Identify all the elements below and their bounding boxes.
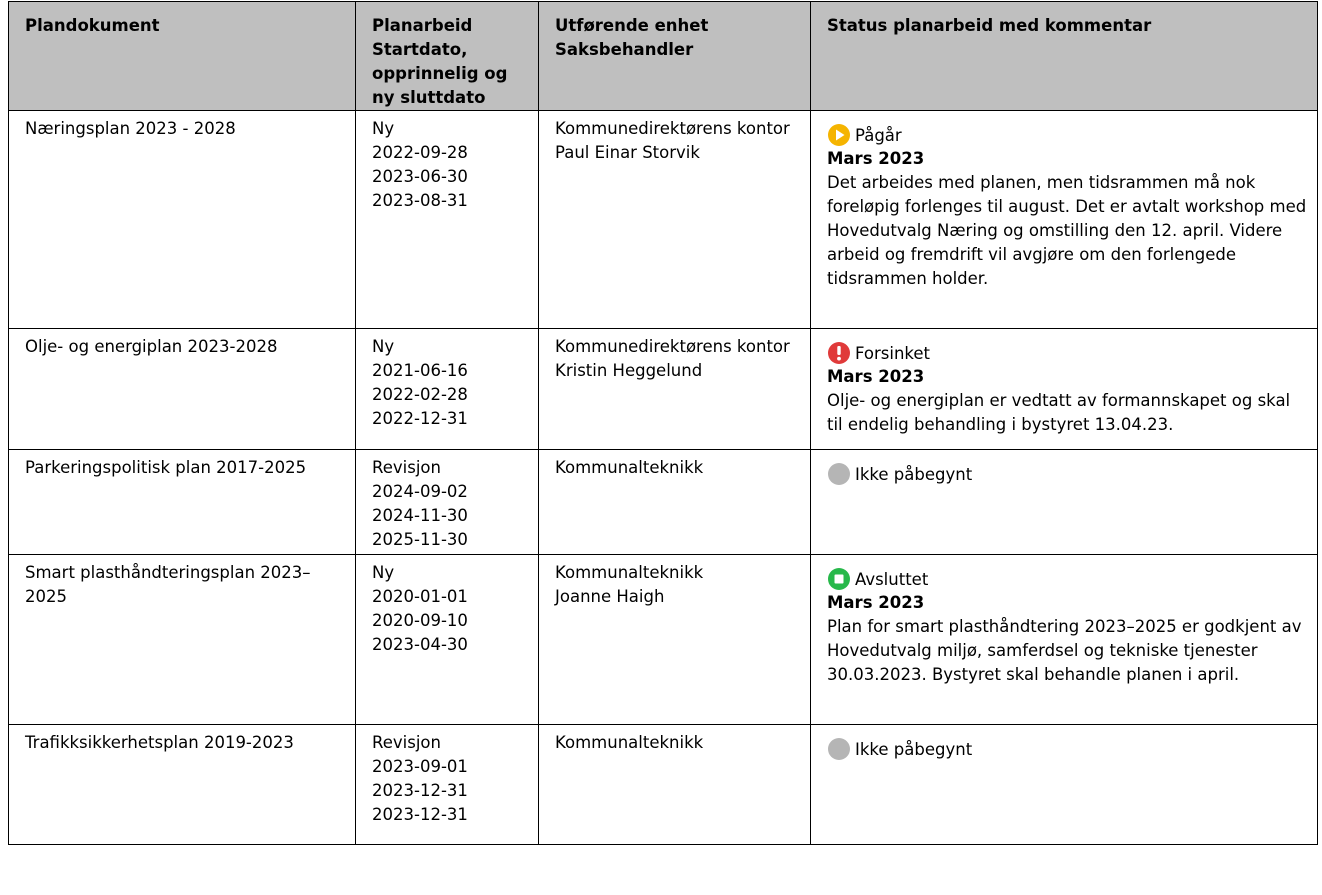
status-comment: Det arbeides med planen, men tidsrammen må nok foreløpig forlenges til august. Det er avtalt workshop med Hovedutvalg Næring og omstilling den 12. april. Videre arbeid og fremdrift vil avgjøre om den forlengede tidsrammen holder.	[827, 173, 1307, 288]
status-month: Mars 2023	[827, 593, 925, 612]
plan-type: Revisjon	[372, 733, 441, 752]
plan-name: Trafikksikkerhetsplan 2019-2023	[25, 733, 294, 752]
unit-cell	[539, 555, 811, 725]
date-value: 2024-11-30	[372, 506, 468, 525]
unit-cell	[539, 111, 811, 329]
dates-cell	[356, 725, 539, 845]
table-row	[9, 725, 1318, 845]
status-cell	[811, 329, 1318, 450]
header-text: Utførende enhet	[555, 16, 709, 35]
plan-type: Ny	[372, 563, 395, 582]
plan-name-cell	[9, 329, 356, 450]
plan-name-cell	[9, 450, 356, 555]
status-indicator	[827, 119, 1311, 147]
plan-name-cell	[9, 555, 356, 725]
date-value: 2023-08-31	[372, 191, 468, 210]
dates-cell	[356, 329, 539, 450]
plan-name: Næringsplan 2023 - 2028	[25, 119, 236, 138]
status-cell	[811, 725, 1318, 845]
case-handler: Joanne Haigh	[555, 587, 665, 606]
header-text: Startdato,	[372, 40, 468, 59]
status-indicator	[827, 458, 1311, 486]
table-row	[9, 450, 1318, 555]
table-row	[9, 555, 1318, 725]
status-indicator	[827, 563, 1311, 591]
unit-cell	[539, 725, 811, 845]
plan-type: Ny	[372, 337, 395, 356]
plan-name: Olje- og energiplan 2023-2028	[25, 337, 278, 356]
table-row	[9, 111, 1318, 329]
date-value: 2021-06-16	[372, 361, 468, 380]
plan-name: Smart plasthåndteringsplan 2023–2025	[25, 563, 311, 606]
grey-circle-icon	[827, 462, 851, 486]
date-value: 2020-01-01	[372, 587, 468, 606]
plan-name-cell	[9, 111, 356, 329]
table-header	[9, 2, 1318, 111]
status-label: Ikke påbegynt	[855, 465, 973, 484]
header-text: Saksbehandler	[555, 40, 694, 59]
dates-cell	[356, 555, 539, 725]
header-text: Plandokument	[25, 16, 160, 35]
plan-name-cell	[9, 725, 356, 845]
status-cell	[811, 555, 1318, 725]
status-indicator	[827, 733, 1311, 761]
header-text: Planarbeid	[372, 16, 473, 35]
header-plandokument	[9, 2, 356, 111]
date-value: 2022-12-31	[372, 409, 468, 428]
status-cell	[811, 450, 1318, 555]
plan-type: Ny	[372, 119, 395, 138]
date-value: 2023-12-31	[372, 781, 468, 800]
table-row	[9, 329, 1318, 450]
case-handler: Paul Einar Storvik	[555, 143, 700, 162]
header-text: Status planarbeid med kommentar	[827, 16, 1152, 35]
header-planarbeid-dates	[356, 2, 539, 111]
status-label: Avsluttet	[855, 570, 929, 589]
unit-name: Kommunedirektørens kontor	[555, 337, 790, 356]
date-value: 2025-11-30	[372, 530, 468, 549]
unit-name: Kommunalteknikk	[555, 458, 704, 477]
status-label: Ikke påbegynt	[855, 740, 973, 759]
status-month: Mars 2023	[827, 367, 925, 386]
status-comment: Plan for smart plasthåndtering 2023–2025 er godkjent av Hovedutvalg miljø, samferdsel og tekniske tjenester 30.03.2023. Bystyret skal behandle planen i april.	[827, 617, 1302, 684]
date-value: 2022-02-28	[372, 385, 468, 404]
date-value: 2022-09-28	[372, 143, 468, 162]
date-value: 2023-09-01	[372, 757, 468, 776]
table-body	[9, 111, 1318, 845]
exclamation-icon	[827, 341, 851, 365]
stop-icon	[827, 567, 851, 591]
status-label: Pågår	[855, 126, 902, 145]
dates-cell	[356, 111, 539, 329]
status-indicator	[827, 337, 1311, 365]
unit-cell	[539, 329, 811, 450]
plan-name: Parkeringspolitisk plan 2017-2025	[25, 458, 307, 477]
status-comment: Olje- og energiplan er vedtatt av formannskapet og skal til endelig behandling i bystyret 13.04.23.	[827, 391, 1291, 434]
date-value: 2020-09-10	[372, 611, 468, 630]
plan-type: Revisjon	[372, 458, 441, 477]
header-utforende-enhet	[539, 2, 811, 111]
dates-cell	[356, 450, 539, 555]
date-value: 2023-12-31	[372, 805, 468, 824]
unit-name: Kommunalteknikk	[555, 563, 704, 582]
date-value: 2024-09-02	[372, 482, 468, 501]
play-icon	[827, 123, 851, 147]
date-value: 2023-04-30	[372, 635, 468, 654]
header-text: opprinnelig og	[372, 64, 508, 83]
header-status-kommentar	[811, 2, 1318, 111]
unit-name: Kommunedirektørens kontor	[555, 119, 790, 138]
status-month: Mars 2023	[827, 149, 925, 168]
header-text: ny sluttdato	[372, 88, 486, 107]
header-row	[9, 2, 1318, 111]
status-label: Forsinket	[855, 344, 931, 363]
case-handler: Kristin Heggelund	[555, 361, 703, 380]
status-cell	[811, 111, 1318, 329]
unit-cell	[539, 450, 811, 555]
unit-name: Kommunalteknikk	[555, 733, 704, 752]
plan-status-table	[8, 1, 1318, 845]
grey-circle-icon	[827, 737, 851, 761]
date-value: 2023-06-30	[372, 167, 468, 186]
